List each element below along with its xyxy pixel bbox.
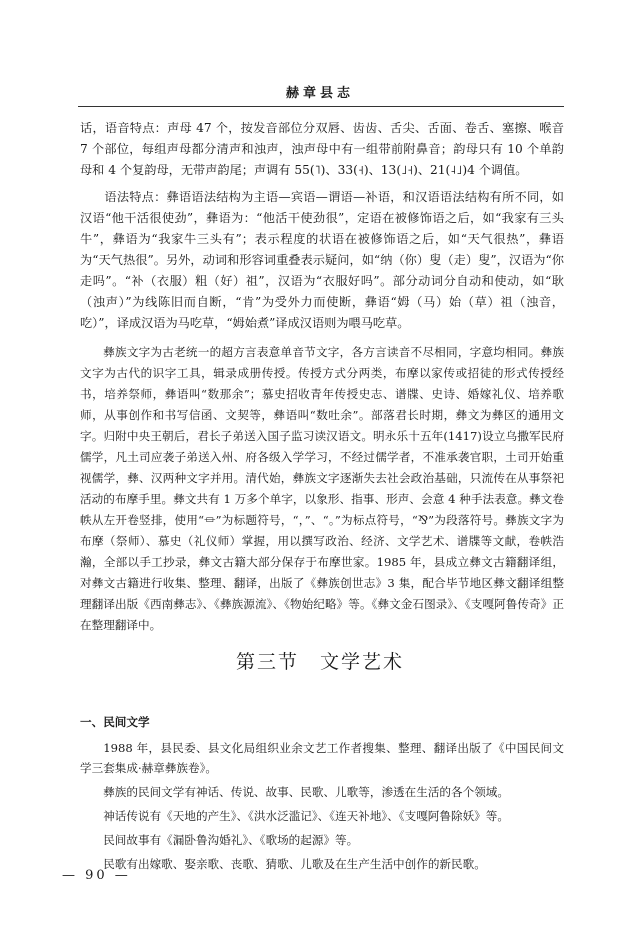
literature-section <box>80 712 564 878</box>
literature-paragraph: 1988 年，县民委、县文化局组织业余文艺工作者搜集、整理、翻译出版了《中国民间文学三套集成·赫章彝族卷》。 <box>80 741 564 775</box>
script-paragraph: 彝族文字为古老统一的超方言表意单音节文字，各方言读音不尽相同，字意均相同。彝族文字为古代的识字工具，辑录成册传授。传授方式分两类，布摩以家传或招徒的形式传授经书，培养祭师，彝语叫“数那余”；慕史招收青年传授史志、谱牒、史诗、婚嫁礼仪、培养歌师，从事创作和书写信函、文契等，彝语叫“数吐余”。部落君长时期，彝文为彝区的通用文字。归附中央王朝后，君长子弟送入国子监习读汉语文。明永乐十五年(1417)设立乌撒军民府儒学，凡土司应袭子弟送入州、府各级入学学习，不经过儒学者，不准承袭官职，土司开始重视儒学，彝、汉两种文字并用。清代始，彝族文字逐渐失去社会政治基础，只流传在从事祭祀活动的布摩手里。彝文共有 1 万多个单字，以象形、指事、形声、会意 4 种手法表意。彝文卷帙从左开卷竖排，使用“⏛”为标题符号，“，”、“。”为标点符号，“⅋”为段落符号。彝族文字为布摩（祭师）、慕史（礼仪师）掌握，用以撰写政治、经济、文学艺术、谱牒等文献，卷帙浩瀚，全部以手工抄录，彝文古籍大部分保存于布摩世家。1985 年，县成立彝文古籍翻译组，对彝文古籍进行收集、整理、翻译，出版了《彝族创世志》3 集，配合毕节地区彝文翻译组整理翻译出版《西南彝志》、《彝族源流》、《物始纪略》等。《彝文金石图录》、《支嘎阿鲁传奇》正在整理翻译中。 <box>80 345 564 632</box>
header-rule <box>78 106 564 107</box>
page-number: — 90 — <box>62 868 131 883</box>
literature-paragraph: 民间故事有《漏卧鲁沟婚礼》、《歌场的起源》等。 <box>103 833 359 847</box>
dialect-paragraph: 话，语音特点：声母 47 个，按发音部位分双唇、齿齿、舌尖、舌面、卷舌、塞擦、喉音 7 个部位，每组声母都分清声和浊声，浊声母中有一组带前附鼻音；韵母只有 10 个单韵母和 4 个复韵母，无带声韵尾；声调有 55(˥)、33(˧)、13(˩˧)、21(˨˩)4 个调值。 <box>80 121 564 177</box>
literature-paragraph: 彝族的民间文学有神话、传说、故事、民歌、儿歌等，渗透在生活的各个领域。 <box>103 785 509 799</box>
subsection-title: 一、民间文学 <box>80 715 150 729</box>
literature-paragraph: 神话传说有《天地的产生》、《洪水泛滥记》、《连天补地》、《支嘎阿鲁除妖》等。 <box>103 809 509 823</box>
section-title: 第三节 文学艺术 <box>235 651 404 673</box>
running-header: 赫章县志 <box>285 86 354 101</box>
body-text <box>80 118 564 636</box>
literature-paragraph: 民歌有出嫁歌、娶亲歌、丧歌、猜歌、儿歌及在生产生活中创作的新民歌。 <box>103 857 486 871</box>
grammar-paragraph: 语法特点：彝语语法结构为主语—宾语—谓语—补语，和汉语语法结构有所不同，如汉语“他干活很使劲”，彝语为：“他活干使劲很”，定语在被修饰语之后，如“我家有三头牛”，彝语为“我家牛三头有”；表示程度的状语在被修饰语之后，如“天气很热”，彝语为“天气热很”。另外，动词和形容词重叠表示疑问，如“纳（你）叟（走）叟”，汉语为“你走吗”。“补（衣服）粗（好）祖”，汉语为“衣服好吗”。部分动词分自动和使动，如“耿（浊声）”为线陈旧而自断，“肯”为受外力而使断，彝语“姆（马）始（草）祖（浊音，吃）”，译成汉语为马吃草，“姆始煮”译成汉语则为喂马吃草。 <box>80 190 564 330</box>
